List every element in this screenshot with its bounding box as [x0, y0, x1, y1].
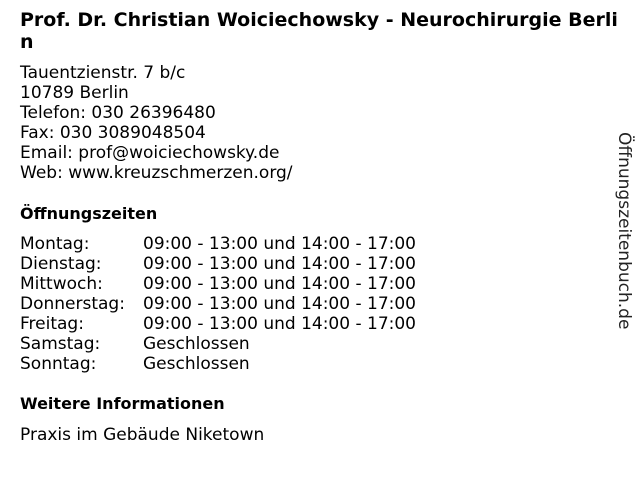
hours-row	[20, 314, 416, 334]
opening-hours-heading: Öffnungszeiten	[20, 204, 158, 223]
more-info-heading: Weitere Informationen	[20, 394, 225, 413]
day-label: Dienstag:	[20, 254, 102, 274]
email-address: Email: prof@woiciechowsky.de	[20, 143, 280, 163]
hours-row	[20, 294, 416, 314]
site-watermark: Öffnungszeitenbuch.de	[614, 132, 634, 330]
day-hours: 09:00 - 13:00 und 14:00 - 17:00	[143, 314, 416, 334]
hours-row	[20, 234, 416, 254]
day-label: Montag:	[20, 234, 90, 254]
hours-row	[20, 354, 416, 374]
day-hours: 09:00 - 13:00 und 14:00 - 17:00	[143, 274, 416, 294]
day-hours: Geschlossen	[143, 334, 250, 354]
day-label: Sonntag:	[20, 354, 97, 374]
opening-hours-table	[20, 234, 416, 374]
day-hours: 09:00 - 13:00 und 14:00 - 17:00	[143, 254, 416, 274]
day-label: Samstag:	[20, 334, 101, 354]
day-label: Donnerstag:	[20, 294, 125, 314]
day-hours: Geschlossen	[143, 354, 250, 374]
phone-number: Telefon: 030 26396480	[20, 103, 216, 123]
day-label: Freitag:	[20, 314, 84, 334]
day-hours: 09:00 - 13:00 und 14:00 - 17:00	[143, 234, 416, 254]
more-info-text: Praxis im Gebäude Niketown	[20, 425, 265, 445]
hours-row	[20, 254, 416, 274]
street-address: Tauentzienstr. 7 b/c	[20, 63, 186, 83]
website-url: Web: www.kreuzschmerzen.org/	[20, 163, 293, 183]
fax-number: Fax: 030 3089048504	[20, 123, 206, 143]
hours-row	[20, 334, 416, 354]
day-label: Mittwoch:	[20, 274, 103, 294]
city-address: 10789 Berlin	[20, 83, 129, 103]
contact-block	[20, 63, 293, 183]
day-hours: 09:00 - 13:00 und 14:00 - 17:00	[143, 294, 416, 314]
page-title: Prof. Dr. Christian Woiciechowsky - Neurochirurgie Berlin	[20, 9, 618, 53]
hours-row	[20, 274, 416, 294]
